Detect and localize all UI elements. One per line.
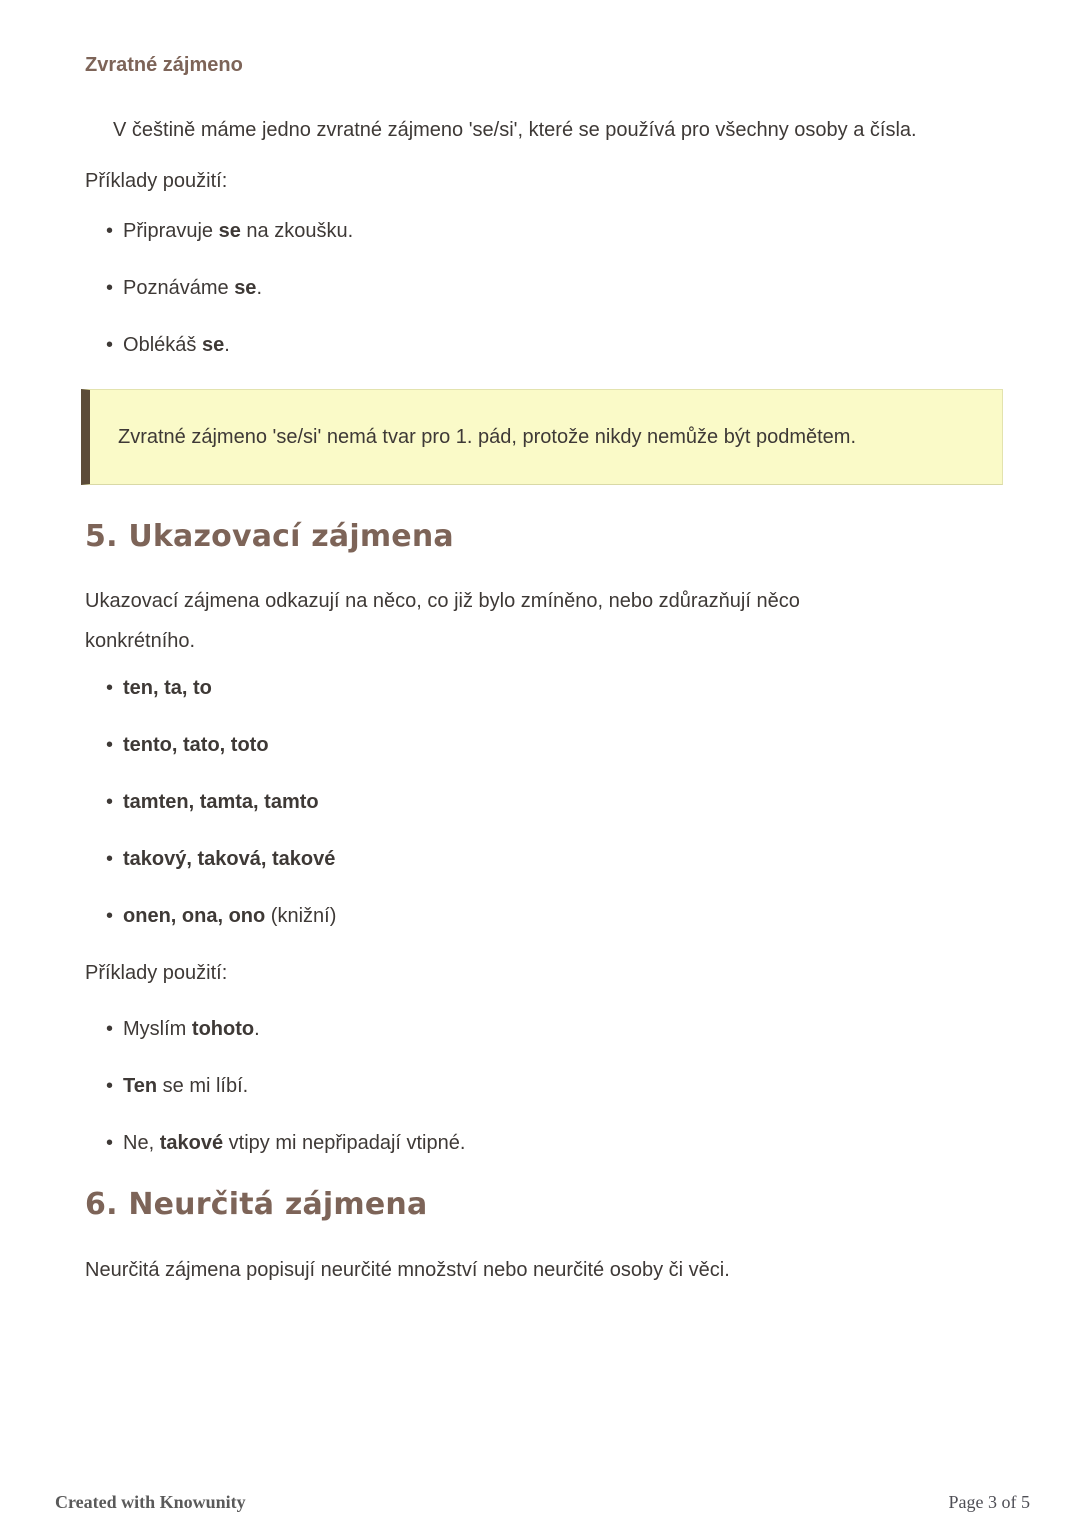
bullet-icon: • [106,734,114,756]
list-item-text: ten, ta, to [123,677,212,699]
callout-text: Zvratné zájmeno 'se/si' nemá tvar pro 1. pád, protože nikdy nemůže být podmětem. [118,426,856,448]
demonstrative-forms-list [85,675,1003,929]
list-item [106,1130,1003,1156]
section-indefinite-pronouns [85,1187,1003,1290]
list-item [106,1016,1003,1042]
section-demonstrative-pronouns [85,519,1003,1156]
demonstrative-heading: 5. Ukazovací zájmena [85,519,454,554]
bullet-icon: • [106,1132,114,1154]
bullet-icon: • [106,277,114,299]
list-item [106,218,1003,244]
list-item-text: Ne, takové vtipy mi nepřipadají vtipné. [123,1132,466,1154]
list-item [106,1073,1003,1099]
examples-label: Příklady použití: [85,170,228,192]
reflexive-example-list [85,218,1003,358]
list-item-text: Ten se mi líbí. [123,1075,249,1097]
demonstrative-example-list [85,1016,1003,1156]
bullet-icon: • [106,791,114,813]
list-item-text: takový, taková, takové [123,848,336,870]
bullet-icon: • [106,905,114,927]
list-item-text: Myslím tohoto. [123,1018,260,1040]
list-item [106,732,1003,758]
examples-label: Příklady použití: [85,962,228,984]
list-item [106,275,1003,301]
bullet-icon: • [106,848,114,870]
list-item [106,332,1003,358]
bullet-icon: • [106,334,114,356]
indefinite-intro-paragraph: Neurčitá zájmena popisují neurčité množství nebo neurčité osoby či věci. [85,1259,730,1281]
page-footer [55,1492,1030,1513]
list-item [106,903,1003,929]
section-reflexive-pronoun [85,52,1003,485]
list-item-text: tamten, tamta, tamto [123,791,319,813]
list-item-text: Připravuje se na zkoušku. [123,220,354,242]
footer-branding: Created with Knowunity [55,1492,246,1512]
indefinite-heading: 6. Neurčitá zájmena [85,1187,428,1222]
list-item-text: onen, ona, ono (knižní) [123,905,337,927]
demonstrative-intro-paragraph: Ukazovací zájmena odkazují na něco, co již bylo zmíněno, nebo zdůrazňují něco konkrétního. [85,590,800,652]
list-item [106,675,1003,701]
callout-note [81,389,1003,485]
list-item-text: Poznáváme se. [123,277,262,299]
bullet-icon: • [106,220,114,242]
page-number: Page 3 of 5 [948,1492,1030,1512]
bullet-icon: • [106,1075,114,1097]
reflexive-heading: Zvratné zájmeno [85,54,243,76]
list-item-text: tento, tato, toto [123,734,269,756]
list-item-text: Oblékáš se. [123,334,230,356]
bullet-icon: • [106,677,114,699]
reflexive-intro-paragraph: V češtině máme jedno zvratné zájmeno 'se/si', které se používá pro všechny osoby a čísla. [113,119,917,141]
list-item [106,846,1003,872]
list-item [106,789,1003,815]
bullet-icon: • [106,1018,114,1040]
